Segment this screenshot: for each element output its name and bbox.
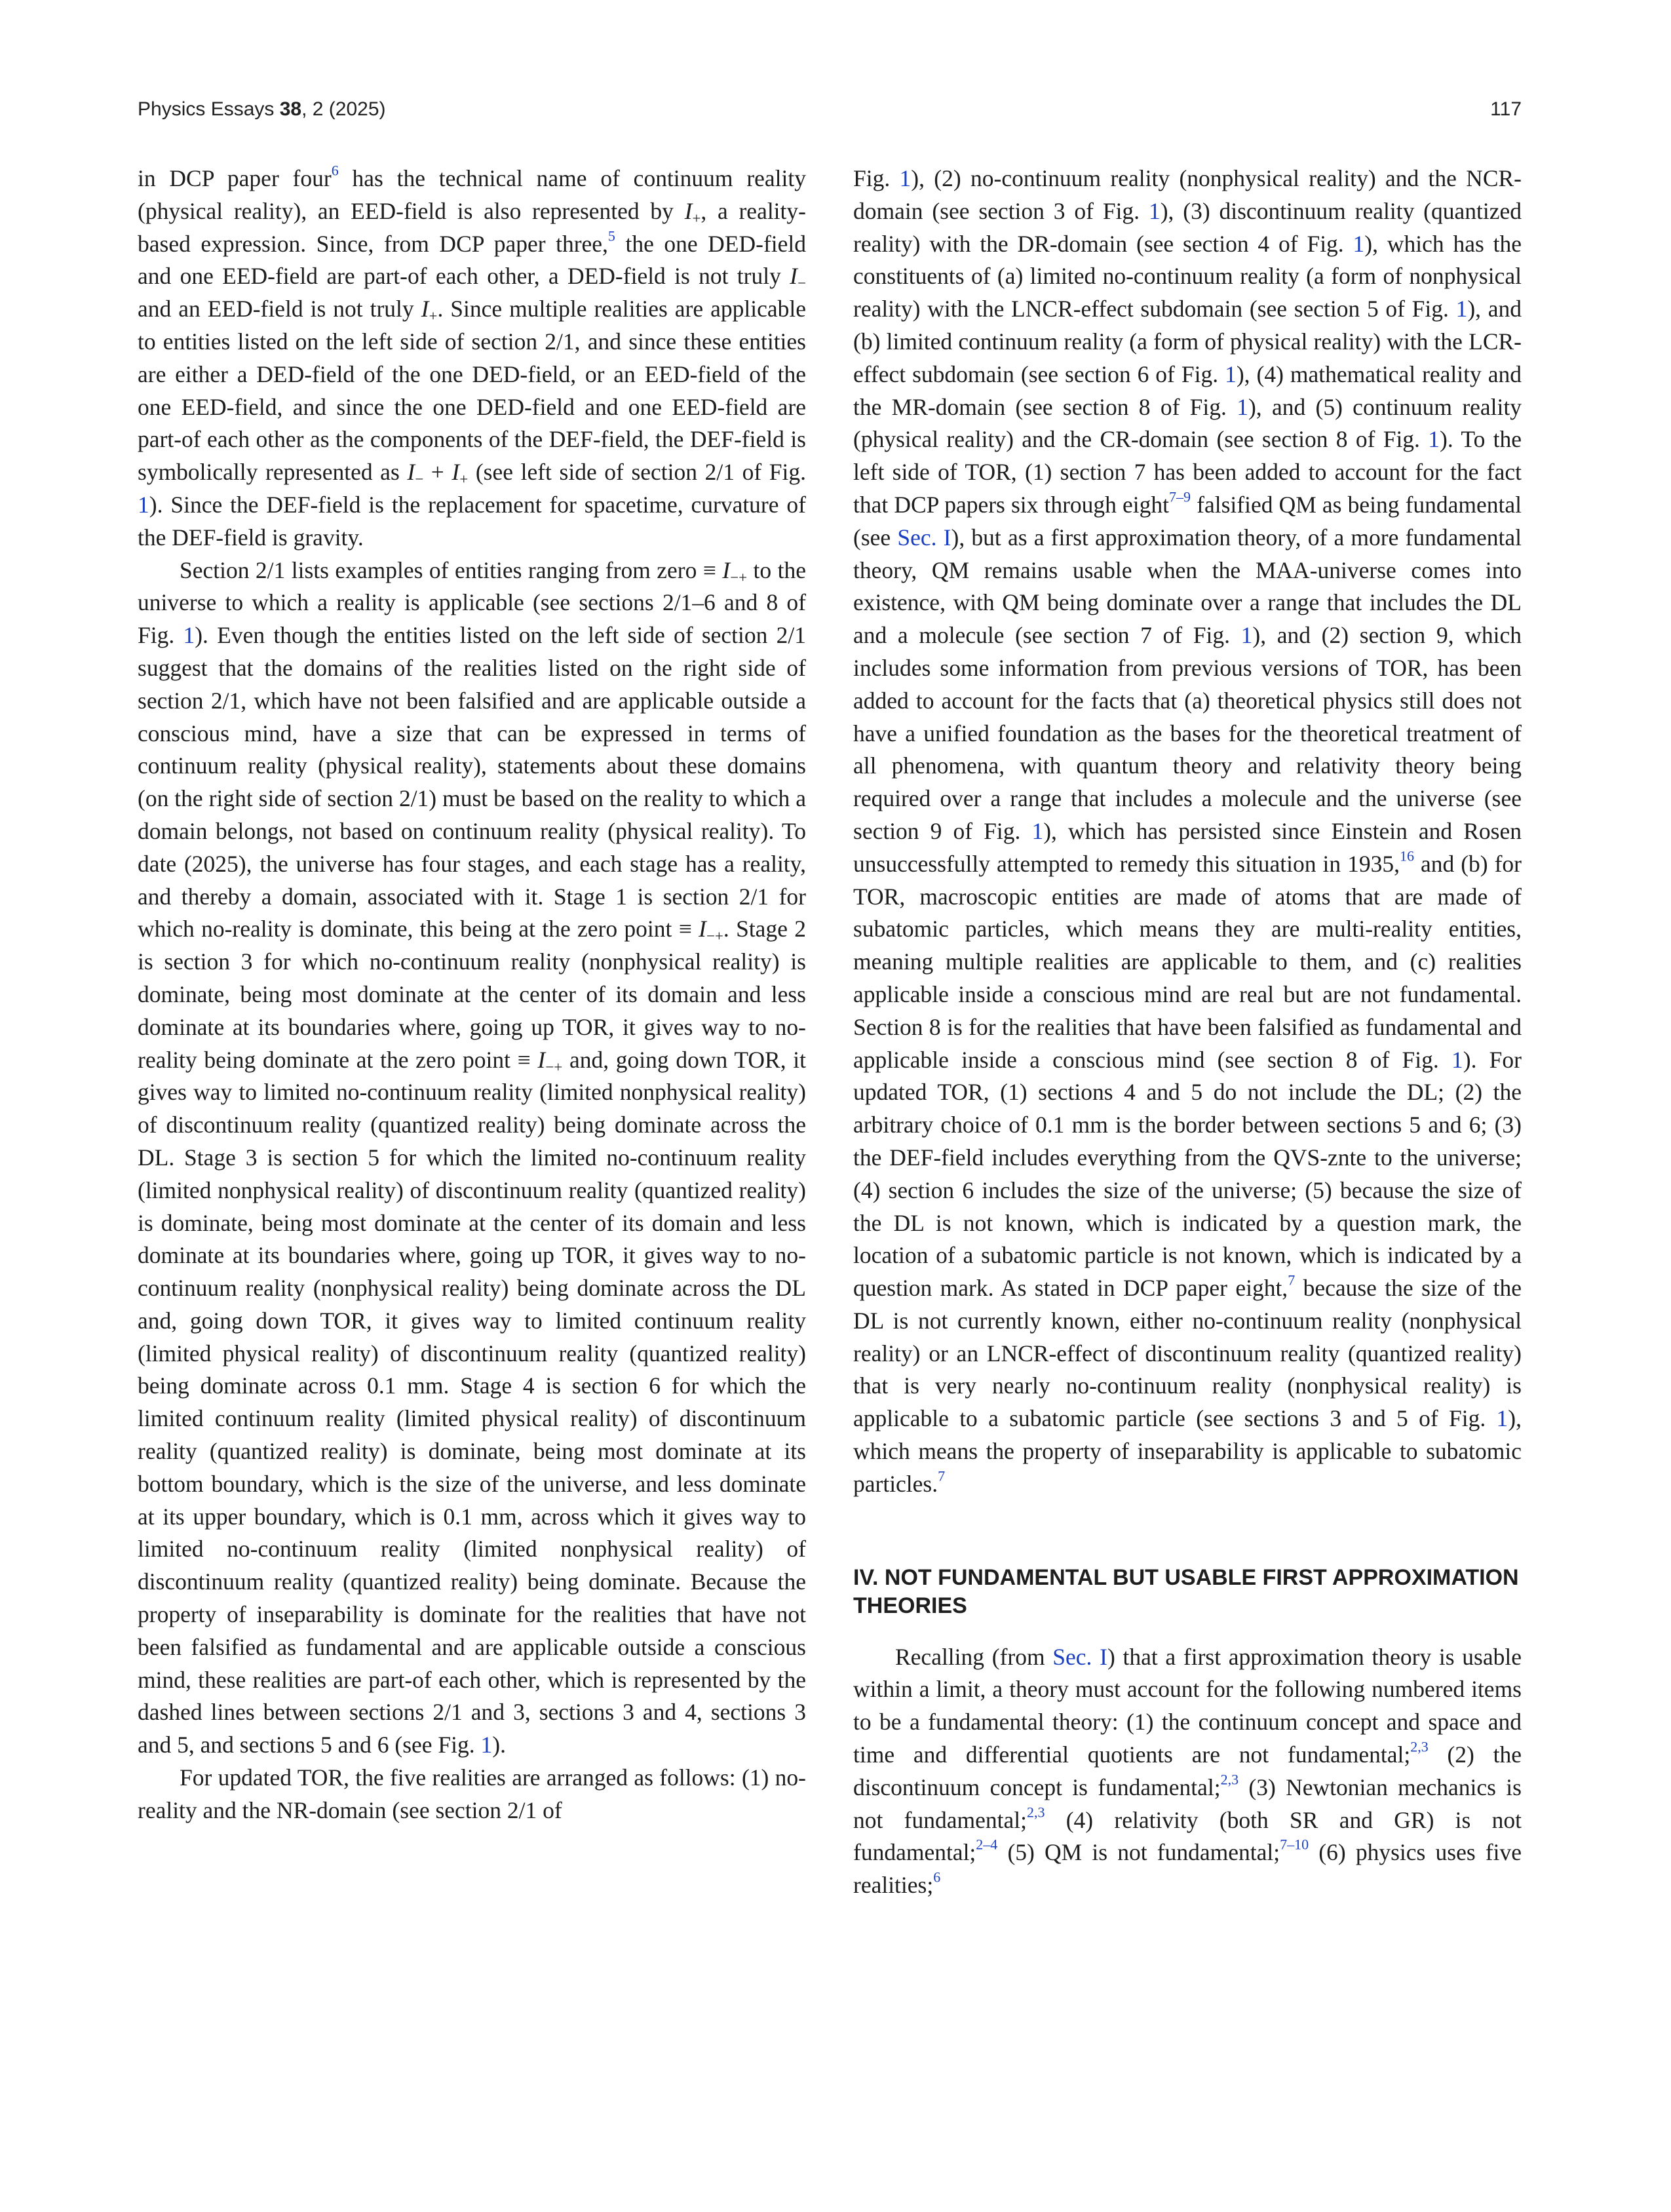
left-column [138, 163, 806, 1827]
figure-link[interactable]: 1 [1496, 1405, 1508, 1432]
figure-link[interactable]: 1 [1237, 393, 1248, 420]
figure-link[interactable]: 1 [480, 1732, 493, 1758]
figure-link[interactable]: 1 [1148, 197, 1161, 224]
journal-volume: 38 [279, 98, 302, 120]
right-column [853, 163, 1522, 1902]
figure-link[interactable]: 1 [1031, 817, 1044, 844]
citation-link[interactable]: 2,3 [1410, 1738, 1429, 1755]
page-number: 117 [1490, 98, 1522, 120]
figure-link[interactable]: 1 [1428, 426, 1440, 453]
citation-link[interactable]: 5 [607, 227, 615, 244]
citation-link[interactable]: 2,3 [1220, 1771, 1239, 1788]
body-paragraph: For updated TOR, the five realities are arranged as follows: (1) no-reality and the NR-domain (see section 2/1 of [138, 1764, 806, 1823]
figure-link[interactable]: 1 [138, 491, 149, 518]
journal-name: Physics Essays [138, 98, 275, 120]
figure-link[interactable]: 1 [1353, 230, 1365, 257]
section-link[interactable]: Sec. I [897, 524, 951, 551]
figure-link[interactable]: 1 [1240, 622, 1253, 649]
figure-link[interactable]: 1 [899, 165, 912, 191]
section-heading: IV. NOT FUNDAMENTAL BUT USABLE FIRST APPROXIMATION THEORIES [853, 1564, 1519, 1618]
citation-link[interactable]: 7–10 [1280, 1836, 1309, 1853]
section-link[interactable]: Sec. I [1052, 1643, 1107, 1670]
citation-link[interactable]: 7 [938, 1467, 946, 1484]
body-paragraph: in DCP paper four$^6$ has the technical name of continuum reality (physical reality), an EED-field is also represented by $I_+$, a reality-based expression. Since, from DCP paper three,$^5$ the one DED-field and one EED-field are part-of each other, a DED-field is not truly $I_-$ and an EED-field is not truly $I_+$. Since multiple realities are applicable to entities listed on the left side of section 2/1, and since these entities are either a DED-field of the one DED-field, or an EED-field of the one EED-field, and since the one DED-field and one EED-field are part-of each other as the components of the DEF-field, the DEF-field is symbolically represented as $I_- + I_+$ (see left side of section 2/1 of Fig. 1). Since the DEF-field is the replacement for spacetime, curvature of the DEF-field is gravity. [138, 162, 806, 551]
citation-link[interactable]: 7 [1288, 1271, 1296, 1289]
citation-link[interactable]: 16 [1400, 847, 1414, 864]
figure-link[interactable]: 1 [1455, 296, 1468, 322]
figure-link[interactable]: 1 [183, 622, 195, 649]
citation-link[interactable]: 2,3 [1026, 1804, 1045, 1821]
body-paragraph: Fig. 1), (2) no-continuum reality (nonphysical reality) and the NCR-domain (see section 3 of Fig. 1), (3) discontinuum reality (quantized reality) with the DR-domain (see section 4 of Fig. 1), which has the constituents of (a) limited no-continuum reality (a form of nonphysical reality) with the LNCR-effect subdomain (see section 5 of Fig. 1), and (b) limited continuum reality (a form of physical reality) with the LCR-effect subdomain (see section 6 of Fig. 1), (4) mathematical reality and the MR-domain (see section 8 of Fig. 1), and (5) continuum reality (physical reality) and the CR-domain (see section 8 of Fig. 1). To the left side of TOR, (1) section 7 has been added to account for the fact that DCP papers six through eight$^{7-9}$ falsified QM as being fundamental (see Sec. I), but as a first approximation theory, of a more fundamental theory, QM remains usable when the MAA-universe comes into existence, with QM being dominate over a range that includes the DL and a molecule (see section 7 of Fig. 1), and (2) section 9, which includes some information from previous versions of TOR, has been added to account for the facts that (a) theoretical physics still does not have a unified foundation as the bases for the theoretical treatment of all phenomena, with quantum theory and relativity theory being required over a range that includes a molecule and the universe (see section 9 of Fig. 1), which has persisted since Einstein and Rosen unsuccessfully attempted to remedy this situation in 1935,16 and (b) for TOR, macroscopic entities are made of atoms that are made of subatomic particles, which means they are multi-reality entities, meaning multiple realities are applicable to them, and (c) realities applicable inside a conscious mind are real but are not fundamental. Section 8 is for the realities that have been falsified as fundamental and applicable inside a conscious mind (see section 8 of Fig. 1). For updated TOR, (1) sections 4 and 5 do not include the DL; (2) the arbitrary choice of 0.1 mm is the border between sections 5 and 6; (3) the DEF-field includes everything from the QVS-znte to the universe; (4) section 6 includes the size of the universe; (5) because the size of the DL is not known, which is indicated by a question mark, the location of a subatomic particle is not known, which is indicated by a question mark. As stated in DCP paper eight,$^7$ because the size of the DL is not currently known, either no-continuum reality (nonphysical reality) or an LNCR-effect of discontinuum reality (quantized reality) that is very nearly no-continuum reality (nonphysical reality) is applicable to a subatomic particle (see sections 3 and 5 of Fig. 1), which means the property of inseparability is applicable to subatomic particles.$^7$ [853, 165, 1522, 1497]
citation-link[interactable]: 6 [933, 1869, 941, 1886]
citation-link[interactable]: 2–4 [976, 1836, 998, 1853]
figure-link[interactable]: 1 [1451, 1046, 1463, 1073]
body-paragraph: Section 2/1 lists examples of entities ranging from zero ≡ $I_{-+}$ to the universe to which a reality is applicable (see sections 2/1–6 and 8 of Fig. 1). Even though the entities listed on the left side of section 2/1 suggest that the domains of the realities listed on the right side of section 2/1, which have not been falsified and are applicable outside a conscious mind, have a size that can be expressed in terms of continuum reality (physical reality), statements about these domains (on the right side of section 2/1) must be based on the reality to which a domain belongs, not based on continuum reality (physical reality). To date (2025), the universe has four stages, and each stage has a reality, and thereby a domain, associated with it. Stage 1 is section 2/1 for which no-reality is dominate, this being at the zero point ≡ $I_{-+}$. Stage 2 is section 3 for which no-continuum reality (nonphysical reality) is dominate, being most dominate at the center of its domain and less dominate at its boundaries where, going up TOR, it gives way to no-reality being dominate at the zero point ≡ $I_{-+}$ and, going down TOR, it gives way to limited no-continuum reality (limited nonphysical reality) of discontinuum reality (quantized reality) being dominate across the DL. Stage 3 is section 5 for which the limited no-continuum reality (limited nonphysical reality) of discontinuum reality (quantized reality) is dominate, being most dominate at the center of its domain and less dominate at its boundaries where, going up TOR, it gives way to no-continuum reality (nonphysical reality) being dominate across the DL and, going down TOR, it gives way to limited continuum reality (limited physical reality) of discontinuum reality (quantized reality) being dominate across 0.1 mm. Stage 4 is section 6 for which the limited continuum reality (limited physical reality) of discontinuum reality (quantized reality) is dominate, being most dominate at its bottom boundary, which is the size of the universe, and less dominate at its upper boundary, which is 0.1 mm, across which it gives way to limited no-continuum reality (limited nonphysical reality) of discontinuum reality (quantized reality) being dominate. Because the property of inseparability is dominate for the realities that have not been falsified as fundamental and are applicable outside a conscious mind, these realities are part-of each other, which is represented by the dashed lines between sections 2/1 and 3, sections 3 and 4, sections 3 and 5, and sections 5 and 6 (see Fig. 1). [138, 556, 807, 1758]
body-paragraph: Recalling (from Sec. I) that a first approximation theory is usable within a limit, a theory must account for the following numbered items to be a fundamental theory: (1) the continuum concept and space and time and differential quotients are not fundamental;$^{2,3}$ (2) the discontinuum concept is fundamental;$^{2,3}$ (3) Newtonian mechanics is not fundamental;$^{2,3}$ (4) relativity (both SR and GR) is not fundamental;$^{2-4}$ (5) QM is not fundamental;$^{7-10}$ (6) physics uses five realities;$^6$ [853, 1643, 1522, 1899]
citation-link[interactable]: 7–9 [1169, 488, 1191, 505]
journal-issue-year: , 2 (2025) [301, 98, 386, 120]
citation-link[interactable]: 6 [331, 162, 339, 179]
running-header-journal [138, 98, 386, 121]
figure-link[interactable]: 1 [1225, 360, 1237, 387]
